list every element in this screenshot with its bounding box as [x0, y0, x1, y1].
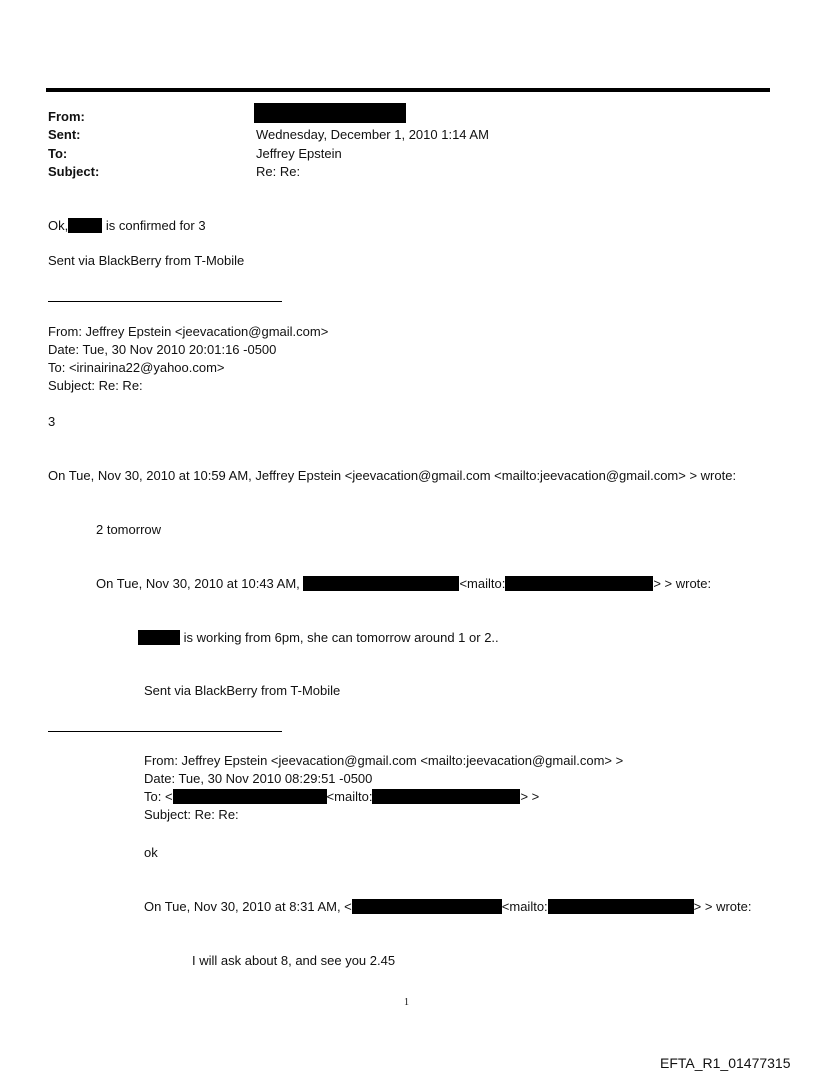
- redaction-block: [352, 899, 502, 914]
- signature-2: Sent via BlackBerry from T-Mobile: [144, 683, 341, 698]
- quote3-body: I will ask about 8, and see you 2.45: [192, 953, 396, 968]
- redaction-block: [372, 789, 520, 804]
- reply-3: 3: [48, 414, 56, 429]
- quote3-mailto: <mailto:: [501, 899, 548, 914]
- sent-value: Wednesday, December 1, 2010 1:14 AM: [256, 127, 489, 142]
- quote2-prefix: On Tue, Nov 30, 2010 at 10:43 AM,: [96, 576, 300, 591]
- redaction-block: [505, 576, 653, 591]
- quote2-header: [96, 576, 711, 592]
- separator-rule-2: [48, 731, 282, 732]
- body-line-prefix: Ok,: [48, 218, 69, 233]
- redaction-block: [68, 218, 102, 233]
- subject-label: Subject:: [48, 164, 100, 179]
- signature-1: Sent via BlackBerry from T-Mobile: [48, 253, 245, 268]
- from-label: From:: [48, 109, 85, 124]
- separator-rule-1: [48, 301, 282, 302]
- fwd2-to-mailto: <mailto:: [326, 789, 373, 804]
- subject-value: Re: Re:: [256, 164, 301, 179]
- reply-ok: ok: [144, 845, 158, 860]
- header-top-rule: [46, 88, 770, 92]
- fwd1-subject: Subject: Re: Re:: [48, 378, 143, 393]
- fwd2-to-suffix: > >: [520, 789, 540, 804]
- fwd1-to: To: <irinairina22@yahoo.com>: [48, 360, 225, 375]
- redaction-block: [254, 103, 406, 123]
- quote3-suffix: > > wrote:: [693, 899, 752, 914]
- redaction-block: [548, 899, 694, 914]
- fwd2-date: Date: Tue, 30 Nov 2010 08:29:51 -0500: [144, 771, 373, 786]
- fwd2-subject: Subject: Re: Re:: [144, 807, 239, 822]
- body-line-confirmed: [48, 218, 206, 234]
- fwd2-from: From: Jeffrey Epstein <jeevacation@gmail.com <mailto:jeevacation@gmail.com> >: [144, 753, 624, 768]
- redaction-block: [138, 630, 180, 645]
- quote3-prefix: On Tue, Nov 30, 2010 at 8:31 AM, <: [144, 899, 352, 914]
- body-line-suffix: is confirmed for 3: [105, 218, 206, 233]
- quote2-suffix: > > wrote:: [653, 576, 712, 591]
- quote1-body: 2 tomorrow: [96, 522, 162, 537]
- redaction-block: [303, 576, 459, 591]
- quote3-header: [144, 899, 751, 915]
- fwd2-to: [144, 789, 539, 805]
- quote2-body-text: is working from 6pm, she can tomorrow around 1 or 2..: [183, 630, 499, 645]
- fwd2-to-prefix: To: <: [144, 789, 173, 804]
- to-label: To:: [48, 146, 68, 161]
- page-number: 1: [404, 997, 409, 1008]
- to-value: Jeffrey Epstein: [256, 146, 342, 161]
- document-id: EFTA_R1_01477315: [660, 1055, 791, 1071]
- quote1-header: On Tue, Nov 30, 2010 at 10:59 AM, Jeffrey Epstein <jeevacation@gmail.com <mailto:jeevacation@gmail.com> > wrote:: [48, 468, 737, 483]
- quote2-mailto: <mailto:: [459, 576, 506, 591]
- fwd1-from: From: Jeffrey Epstein <jeevacation@gmail.com>: [48, 324, 329, 339]
- redaction-block: [173, 789, 327, 804]
- quote2-body: [138, 630, 499, 646]
- sent-label: Sent:: [48, 127, 81, 142]
- from-value: [254, 103, 406, 124]
- fwd1-date: Date: Tue, 30 Nov 2010 20:01:16 -0500: [48, 342, 277, 357]
